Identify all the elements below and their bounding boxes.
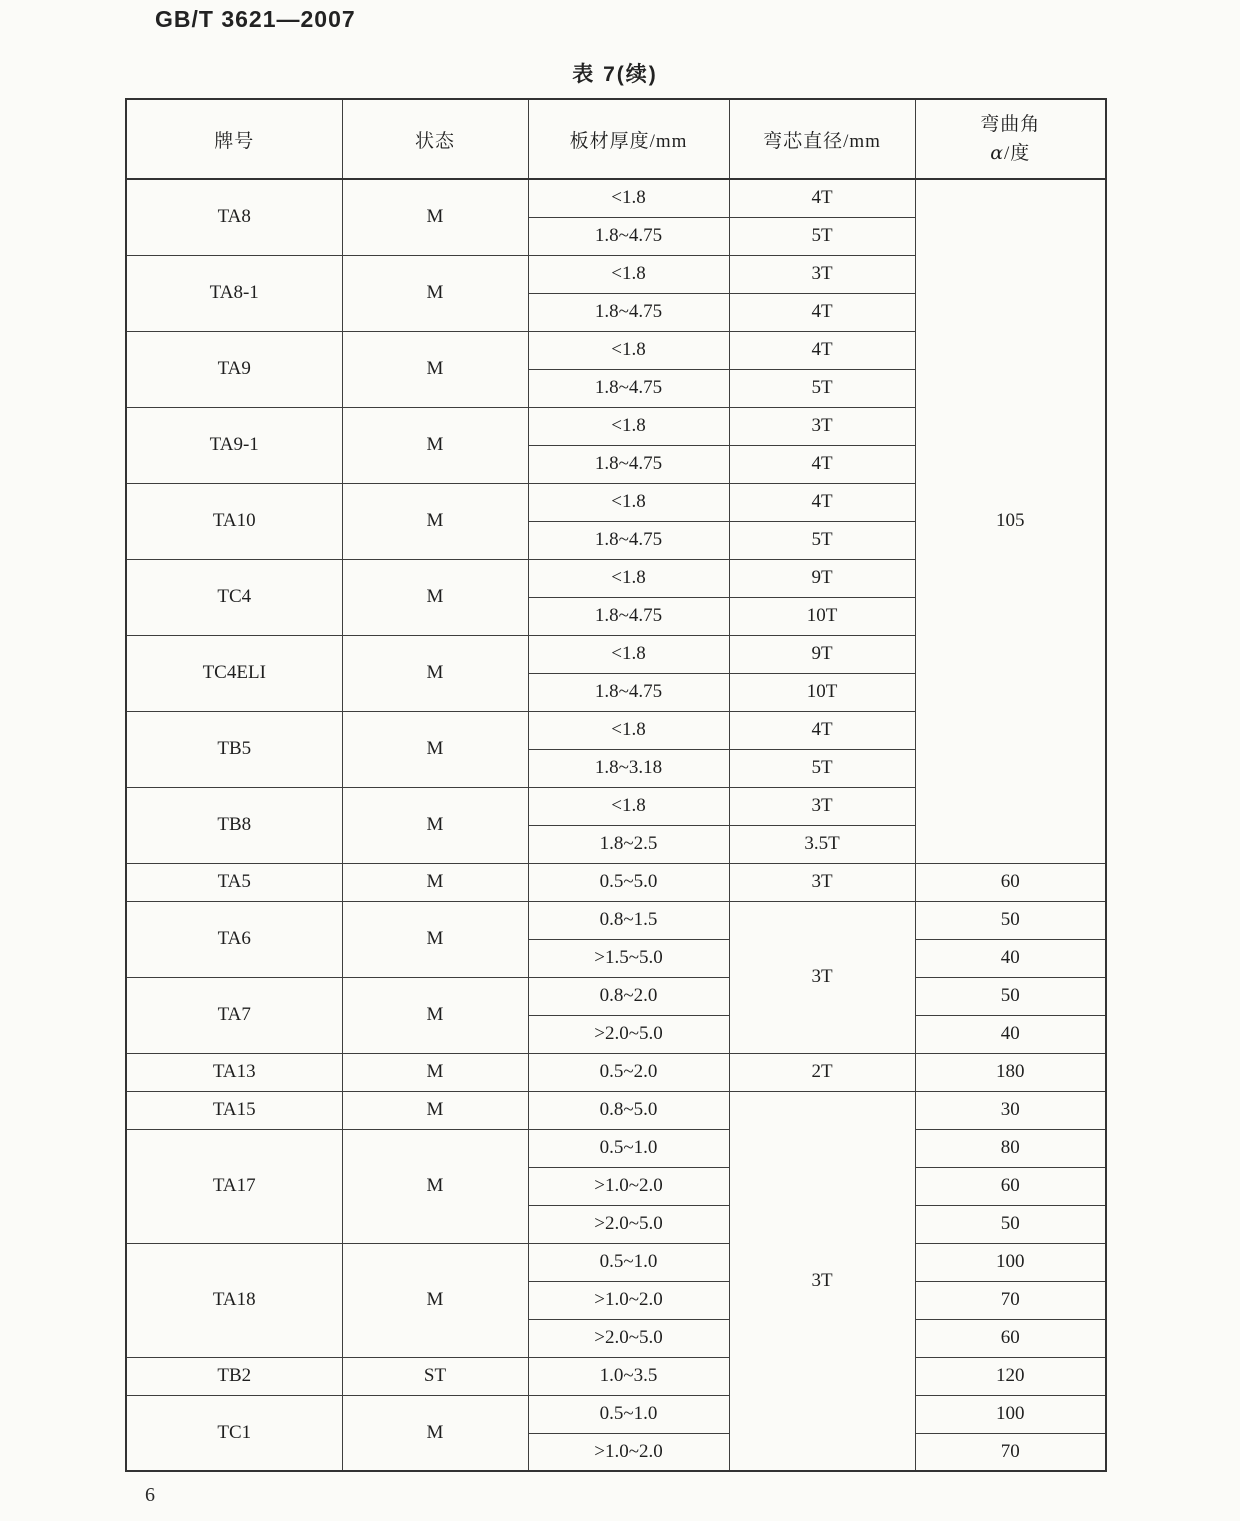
cell-bend-angle: 30	[915, 1091, 1106, 1129]
table-row	[126, 179, 1106, 217]
bend-test-table	[125, 98, 1107, 1472]
header-row	[126, 99, 1106, 179]
cell-grade: TA9-1	[126, 407, 342, 483]
cell-thickness: <1.8	[528, 711, 729, 749]
cell-thickness: 1.8~3.18	[528, 749, 729, 787]
cell-core-diameter: 3T	[729, 863, 915, 901]
cell-bend-angle: 40	[915, 1015, 1106, 1053]
table-row	[126, 1091, 1106, 1129]
table-row	[126, 1053, 1106, 1091]
cell-state: M	[342, 1053, 528, 1091]
cell-state: M	[342, 1243, 528, 1357]
cell-core-diameter: 10T	[729, 597, 915, 635]
bend-angle-unit: α/度	[990, 142, 1031, 164]
cell-thickness: >1.0~2.0	[528, 1167, 729, 1205]
cell-thickness: 0.8~5.0	[528, 1091, 729, 1129]
col-header-bend-angle	[915, 99, 1106, 179]
cell-bend-angle: 70	[915, 1433, 1106, 1471]
col-header-thickness: 板材厚度/mm	[528, 99, 729, 179]
page-number: 6	[145, 1484, 155, 1506]
cell-thickness: <1.8	[528, 483, 729, 521]
cell-state: M	[342, 1395, 528, 1471]
cell-thickness: 0.5~5.0	[528, 863, 729, 901]
cell-thickness: <1.8	[528, 559, 729, 597]
cell-thickness: 1.8~4.75	[528, 445, 729, 483]
cell-core-diameter: 9T	[729, 635, 915, 673]
cell-state: M	[342, 483, 528, 559]
cell-core-diameter: 3T	[729, 255, 915, 293]
cell-thickness: 1.0~3.5	[528, 1357, 729, 1395]
cell-bend-angle: 100	[915, 1243, 1106, 1281]
cell-grade: TA10	[126, 483, 342, 559]
col-header-core-diameter: 弯芯直径/mm	[729, 99, 915, 179]
cell-thickness: 1.8~4.75	[528, 369, 729, 407]
cell-bend-angle: 50	[915, 1205, 1106, 1243]
cell-state: M	[342, 863, 528, 901]
cell-grade: TA17	[126, 1129, 342, 1243]
cell-thickness: <1.8	[528, 787, 729, 825]
cell-core-diameter: 2T	[729, 1053, 915, 1091]
cell-bend-angle: 180	[915, 1053, 1106, 1091]
cell-state: M	[342, 1091, 528, 1129]
cell-thickness: 0.5~1.0	[528, 1243, 729, 1281]
table-title: 表 7(续)	[572, 63, 658, 86]
cell-grade: TA7	[126, 977, 342, 1053]
cell-grade: TA15	[126, 1091, 342, 1129]
table-row	[126, 1129, 1106, 1167]
cell-thickness: 0.8~2.0	[528, 977, 729, 1015]
cell-grade: TC1	[126, 1395, 342, 1471]
cell-thickness: >1.0~2.0	[528, 1281, 729, 1319]
cell-thickness: 1.8~4.75	[528, 673, 729, 711]
cell-grade: TC4ELI	[126, 635, 342, 711]
cell-bend-angle: 40	[915, 939, 1106, 977]
cell-core-diameter: 3.5T	[729, 825, 915, 863]
cell-core-diameter: 4T	[729, 445, 915, 483]
cell-bend-angle: 60	[915, 1167, 1106, 1205]
cell-state: M	[342, 635, 528, 711]
cell-thickness: 1.8~4.75	[528, 293, 729, 331]
cell-thickness: 0.5~2.0	[528, 1053, 729, 1091]
cell-thickness: 0.8~1.5	[528, 901, 729, 939]
cell-thickness: 1.8~4.75	[528, 597, 729, 635]
cell-grade: TB2	[126, 1357, 342, 1395]
col-header-grade: 牌号	[126, 99, 342, 179]
cell-state: M	[342, 407, 528, 483]
cell-thickness: >2.0~5.0	[528, 1205, 729, 1243]
cell-core-diameter: 4T	[729, 179, 915, 217]
cell-state: M	[342, 901, 528, 977]
cell-thickness: 1.8~4.75	[528, 217, 729, 255]
cell-core-diameter: 4T	[729, 331, 915, 369]
cell-state: M	[342, 179, 528, 255]
cell-state: M	[342, 1129, 528, 1243]
cell-state: M	[342, 787, 528, 863]
cell-state: M	[342, 977, 528, 1053]
cell-state: ST	[342, 1357, 528, 1395]
table-row	[126, 977, 1106, 1015]
cell-thickness: >1.5~5.0	[528, 939, 729, 977]
cell-bend-angle: 120	[915, 1357, 1106, 1395]
cell-state: M	[342, 711, 528, 787]
cell-bend-angle: 80	[915, 1129, 1106, 1167]
cell-core-diameter: 4T	[729, 711, 915, 749]
cell-thickness: 0.5~1.0	[528, 1395, 729, 1433]
cell-grade: TB5	[126, 711, 342, 787]
cell-core-diameter: 3T	[729, 1091, 915, 1471]
cell-core-diameter: 5T	[729, 521, 915, 559]
cell-grade: TA6	[126, 901, 342, 977]
cell-grade: TA18	[126, 1243, 342, 1357]
cell-core-diameter: 9T	[729, 559, 915, 597]
table-row	[126, 863, 1106, 901]
cell-state: M	[342, 255, 528, 331]
cell-bend-angle: 60	[915, 863, 1106, 901]
cell-thickness: 0.5~1.0	[528, 1129, 729, 1167]
cell-state: M	[342, 559, 528, 635]
cell-core-diameter: 5T	[729, 749, 915, 787]
cell-thickness: 1.8~2.5	[528, 825, 729, 863]
cell-bend-angle: 100	[915, 1395, 1106, 1433]
table-row	[126, 1357, 1106, 1395]
cell-thickness: >2.0~5.0	[528, 1319, 729, 1357]
cell-thickness: >2.0~5.0	[528, 1015, 729, 1053]
cell-core-diameter: 10T	[729, 673, 915, 711]
table-row	[126, 1243, 1106, 1281]
cell-core-diameter: 5T	[729, 369, 915, 407]
cell-grade: TC4	[126, 559, 342, 635]
cell-bend-angle: 50	[915, 901, 1106, 939]
cell-bend-angle: 70	[915, 1281, 1106, 1319]
cell-thickness: <1.8	[528, 635, 729, 673]
cell-thickness: <1.8	[528, 407, 729, 445]
cell-thickness: <1.8	[528, 255, 729, 293]
cell-core-diameter: 3T	[729, 407, 915, 445]
cell-grade: TA5	[126, 863, 342, 901]
cell-thickness: >1.0~2.0	[528, 1433, 729, 1471]
cell-bend-angle: 60	[915, 1319, 1106, 1357]
table-row	[126, 1395, 1106, 1433]
cell-bend-angle: 50	[915, 977, 1106, 1015]
col-header-state: 状态	[342, 99, 528, 179]
cell-core-diameter: 5T	[729, 217, 915, 255]
cell-bend-angle: 105	[915, 179, 1106, 863]
cell-core-diameter: 3T	[729, 901, 915, 1053]
cell-grade: TA13	[126, 1053, 342, 1091]
cell-core-diameter: 4T	[729, 483, 915, 521]
cell-grade: TA9	[126, 331, 342, 407]
cell-core-diameter: 4T	[729, 293, 915, 331]
bend-angle-label: 弯曲角	[980, 113, 1041, 135]
cell-thickness: 1.8~4.75	[528, 521, 729, 559]
cell-thickness: <1.8	[528, 331, 729, 369]
cell-grade: TA8-1	[126, 255, 342, 331]
standard-number: GB/T 3621—2007	[155, 6, 356, 32]
cell-state: M	[342, 331, 528, 407]
cell-grade: TB8	[126, 787, 342, 863]
table-row	[126, 901, 1106, 939]
cell-thickness: <1.8	[528, 179, 729, 217]
cell-grade: TA8	[126, 179, 342, 255]
cell-core-diameter: 3T	[729, 787, 915, 825]
